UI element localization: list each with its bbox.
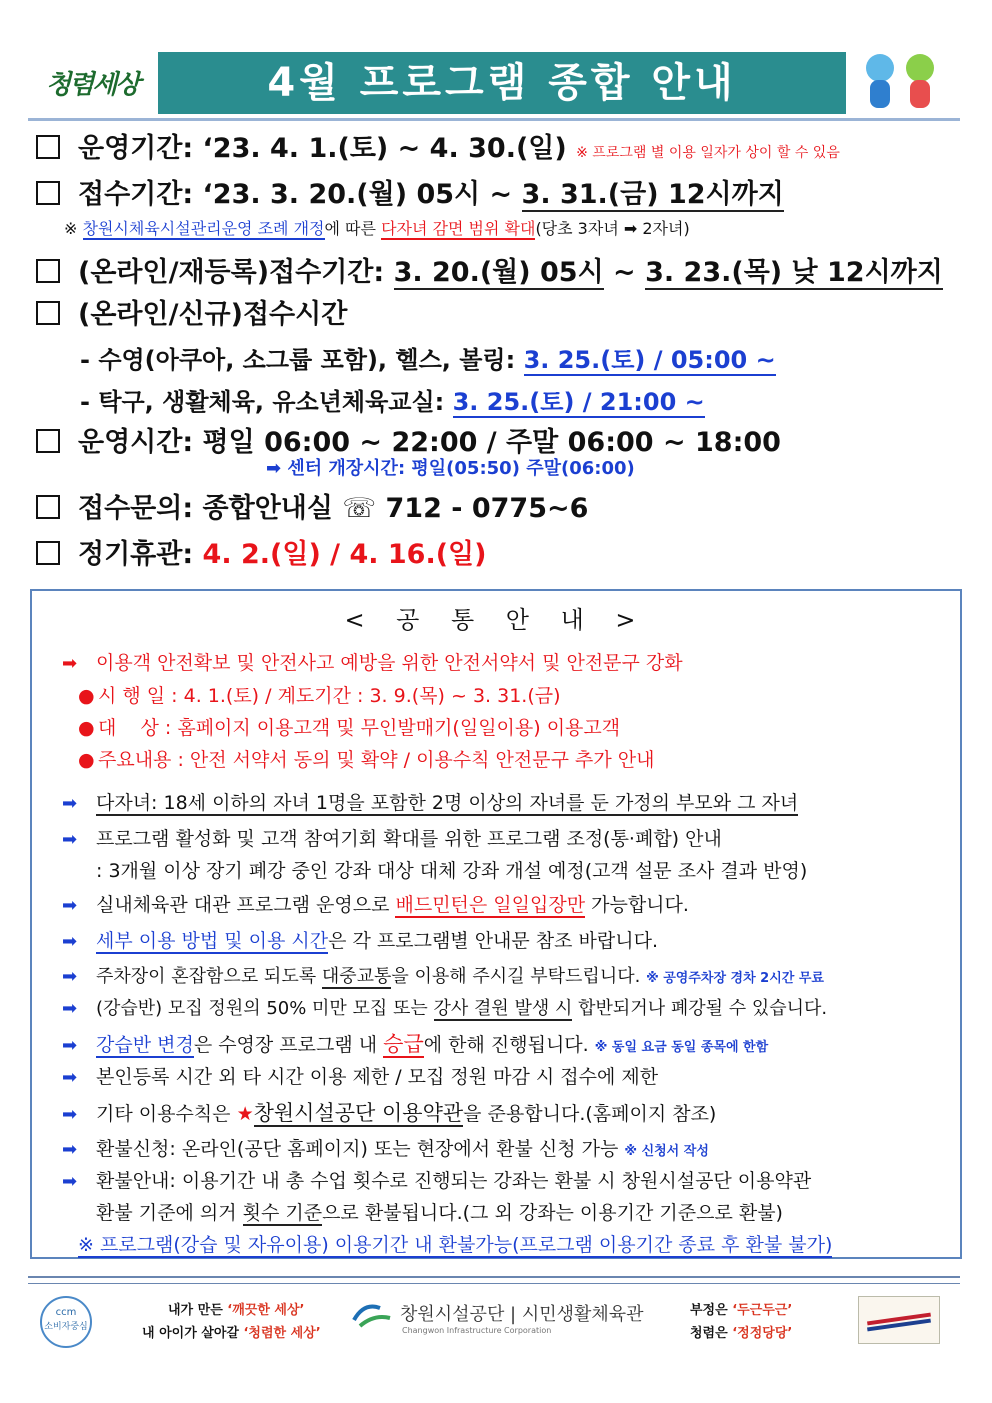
reception-period: 접수기간: ‘23. 3. 20.(월) 05시 ~ [78, 179, 522, 210]
class-change-suffix: 에 한해 진행됩니다. [423, 1034, 589, 1056]
common-info-title: < 공 통 안 내 > [344, 606, 648, 634]
slogan4-em: ‘정정당당’ [732, 1326, 793, 1341]
details-suffix: 은 각 프로그램별 안내문 참조 바랍니다. [328, 930, 658, 952]
class-change-mid: 은 수영장 프로그램 내 [193, 1034, 384, 1056]
checkbox-icon [36, 181, 60, 205]
safety-item [78, 681, 561, 708]
arrow-icon: ➡ [62, 966, 78, 987]
sports-reception [80, 382, 705, 417]
inquiry-row [36, 486, 588, 525]
slogan3-em: ‘두근두근’ [732, 1303, 793, 1318]
title-banner [158, 52, 846, 114]
slogan4-prefix: 청렴은 [690, 1326, 733, 1341]
ccm-mid: 소비자중심 [44, 1322, 88, 1332]
program-adjust-line [62, 824, 722, 851]
operating-period: 운영기간: ‘23. 4. 1.(토) ~ 4. 30.(일) [78, 133, 567, 164]
reception-period-row [36, 172, 784, 211]
inquiry: 접수문의: 종합안내실 ☏ 712 - 0775~6 [78, 493, 589, 524]
program-adjust-detail: : 3개월 이상 장기 폐강 중인 강좌 대상 대체 강좌 개설 예정(고객 설문 조사 결과 반영) [96, 860, 808, 882]
footer-slogan-1 [168, 1299, 305, 1318]
notice-suffix: (당초 3자녀 ➡ 2자녀) [535, 219, 690, 238]
program-adjust-text: 프로그램 활성화 및 고객 참여기회 확대를 위한 프로그램 조정(통·폐합) 안내 [96, 828, 722, 850]
refund-guide-detail [96, 1198, 783, 1225]
closed-label: 정기휴관: [78, 539, 203, 570]
safety-item-text: 대 상 : 홈페이지 이용고객 및 무인발매기(일일이용) 이용고객 [98, 717, 621, 739]
bullet-icon: ● [78, 749, 95, 771]
operating-hours: 운영시간: 평일 06:00 ~ 22:00 / 주말 06:00 ~ 18:00 [78, 427, 781, 458]
slogan1-em: ‘깨끗한 세상’ [227, 1303, 305, 1318]
arrow-icon: ➡ [62, 1104, 78, 1125]
parking-line [62, 962, 824, 988]
online-new-label: (온라인/신규)접수시간 [78, 299, 348, 330]
mascot-blue-icon [864, 54, 896, 112]
closed-dates: 4. 2.(일) / 4. 16.(일) [202, 539, 487, 570]
ordinance-notice [64, 216, 690, 239]
details-line [62, 926, 658, 953]
checkbox-icon [36, 495, 60, 519]
reception-period-end: 3. 31.(금) 12시까지 [521, 179, 784, 210]
swim-reception [80, 340, 776, 375]
online-reregister-label: (온라인/재등록)접수기간: [78, 257, 394, 288]
arrow-icon: ➡ [62, 793, 78, 814]
refund-apply-line [62, 1134, 709, 1161]
rules-line [62, 1097, 716, 1127]
arrow-icon: ➡ [62, 1139, 78, 1160]
arrow-icon: ➡ [62, 1171, 78, 1192]
footer-slogan-2 [142, 1322, 321, 1341]
parking-prefix: 주차장이 혼잡함으로 되도록 [96, 966, 322, 987]
sports-label: - 탁구, 생활체육, 유소년체육교실: [80, 388, 453, 416]
badminton-line [62, 890, 689, 917]
arrow-icon: ➡ [62, 931, 78, 952]
checkbox-icon [36, 135, 60, 159]
refund-guide-text: 환불안내: 이용기간 내 총 수업 횟수로 진행되는 강좌는 환불 시 창원시설공단 이용약관 [96, 1170, 812, 1192]
notice-prefix: ※ [64, 219, 83, 238]
safety-item-text: 시 행 일 : 4. 1.(토) / 계도기간 : 3. 9.(목) ~ 3. 31.(금) [98, 685, 561, 707]
class-change: 강습반 변경 [96, 1034, 194, 1056]
star-icon: ★ [236, 1103, 254, 1125]
org-name: 창원시설공단 | 시민생활체육관 [400, 1304, 644, 1325]
online-reregister-row [36, 250, 943, 289]
org-name-en: Changwon Infrastructure Corporation [402, 1326, 552, 1335]
notice-mid: 에 따른 [324, 219, 382, 238]
course-line [62, 994, 827, 1020]
closed-days-row [36, 532, 486, 571]
arrow-icon: ➡ [62, 1035, 78, 1056]
class-change-note: ※ 동일 요금 동일 종목에 한함 [594, 1040, 769, 1055]
slogan1-prefix: 내가 만든 [168, 1303, 228, 1318]
badminton-prefix: 실내체육관 대관 프로그램 운영으로 [96, 894, 396, 916]
refund-apply-note: ※ 신청서 작성 [624, 1144, 709, 1159]
multi-child-discount: 다자녀 감면 범위 확대 [381, 219, 536, 238]
online-reregister-end: 3. 23.(목) 낮 12시까지 [645, 257, 943, 288]
refund-apply-text: 환불신청: 온라인(공단 홈페이지) 또는 현장에서 환불 신청 가능 [96, 1138, 619, 1160]
footer-slogan-3 [690, 1299, 792, 1318]
self-register-text: 본인등록 시간 외 타 시간 이용 제한 / 모집 정원 마감 시 접수에 제한 [96, 1066, 659, 1088]
safety-header-text: 이용객 안전확보 및 안전사고 예방을 위한 안전서약서 및 안전문구 강화 [96, 652, 683, 674]
class-promotion: 승급 [383, 1032, 424, 1056]
footer-rule [28, 1283, 960, 1284]
online-new-row [36, 292, 347, 331]
refund-guide-line [62, 1166, 811, 1193]
slogan2-em: ‘청렴한 세상’ [243, 1326, 321, 1341]
slogan2-prefix: 내 아이가 살아갈 [142, 1326, 244, 1341]
arrow-icon: ➡ [62, 998, 78, 1019]
safety-item [78, 745, 654, 772]
multi-child-line [62, 788, 798, 815]
parking-transit: 대중교통 [321, 966, 392, 987]
safety-item [78, 713, 620, 740]
changwon-emblem-icon [350, 1298, 394, 1332]
rules-suffix: 을 준용합니다.(홈페이지 참조) [463, 1103, 717, 1125]
header-underline [28, 118, 960, 121]
arrow-icon: ➡ [62, 895, 78, 916]
online-reregister-start: 3. 20.(월) 05시 [393, 257, 604, 288]
ccm-logo [40, 1296, 92, 1348]
terms-of-use: 창원시설공단 이용약관 [253, 1101, 464, 1125]
footer-rule [28, 1276, 960, 1278]
course-prefix: (강습반) 모집 정원의 50% 미만 모집 또는 [96, 998, 434, 1019]
checkbox-icon [36, 301, 60, 325]
multi-child-text: 다자녀: 18세 이하의 자녀 1명을 포함한 2명 이상의 자녀를 둔 가정의 부모와 그 자녀 [96, 792, 799, 814]
parking-note: ※ 공영주차장 경차 2시간 무료 [646, 971, 824, 986]
center-open-time: ➡ 센터 개장시간: 평일(05:50) 주말(06:00) [266, 458, 635, 479]
safety-item-text: 주요내용 : 안전 서약서 동의 및 확약 / 이용수칙 안전문구 추가 안내 [98, 749, 655, 771]
arrow-icon: ➡ [62, 1067, 78, 1088]
cheongryeom-logo [46, 54, 176, 114]
ccm-top: ccm [55, 1307, 77, 1318]
mascot-green-icon [904, 54, 936, 112]
checkbox-icon [36, 541, 60, 565]
footer-slogan-4 [690, 1322, 792, 1341]
refund-guide2-prefix: 환불 기준에 의거 [96, 1202, 243, 1224]
bullet-icon: ● [78, 717, 95, 739]
ordinance-link[interactable]: 창원시체육시설관리운영 조례 개정 [82, 219, 325, 238]
online-reregister-sep: ~ [603, 257, 646, 288]
checkbox-icon [36, 259, 60, 283]
header [28, 46, 960, 124]
badminton-suffix: 가능합니다. [585, 894, 689, 916]
operating-period-note: ※ 프로그램 별 이용 일자가 상이 할 수 있음 [576, 145, 840, 161]
course-instructor: 강사 결원 발생 시 [433, 998, 573, 1019]
class-change-line [62, 1028, 768, 1058]
rules-prefix: 기타 이용수칙은 [96, 1103, 237, 1125]
details-link: 세부 이용 방법 및 이용 시간 [96, 930, 329, 952]
arrow-icon: ➡ [62, 829, 78, 850]
swim-label: - 수영(아쿠아, 소그룹 포함), 헬스, 볼링: [80, 346, 524, 374]
parking-suffix: 을 이용해 주시길 부탁드립니다. [391, 966, 641, 987]
refund-count-basis: 횟수 기준 [242, 1202, 323, 1224]
safety-header [62, 648, 683, 675]
self-register-line [62, 1062, 658, 1089]
checkbox-icon [36, 429, 60, 453]
logo-text: 청렴세상 [46, 70, 139, 100]
bullet-icon: ● [78, 685, 95, 707]
refund-guide2-suffix: 으로 환불됩니다.(그 외 강좌는 이용기간 기준으로 환불) [322, 1202, 783, 1224]
course-suffix: 합반되거나 폐강될 수 있습니다. [572, 998, 828, 1019]
refund-final-text: ※ 프로그램(강습 및 자유이용) 이용기간 내 환불가능(프로그램 이용기간 종료 후 환불 불가) [78, 1234, 833, 1256]
sports-time: 3. 25.(토) / 21:00 ~ [452, 388, 705, 416]
badminton-highlight: 배드민턴은 일일입장만 [395, 894, 586, 916]
arrow-icon: ➡ [62, 653, 78, 674]
page-title: 4월 프로그램 종합 안내 [267, 60, 737, 106]
swim-time: 3. 25.(토) / 05:00 ~ [523, 346, 776, 374]
refund-final-note [78, 1230, 832, 1257]
slogan3-prefix: 부정은 [690, 1303, 733, 1318]
operating-period-row [36, 126, 840, 165]
integrity-seal-icon [858, 1296, 940, 1344]
